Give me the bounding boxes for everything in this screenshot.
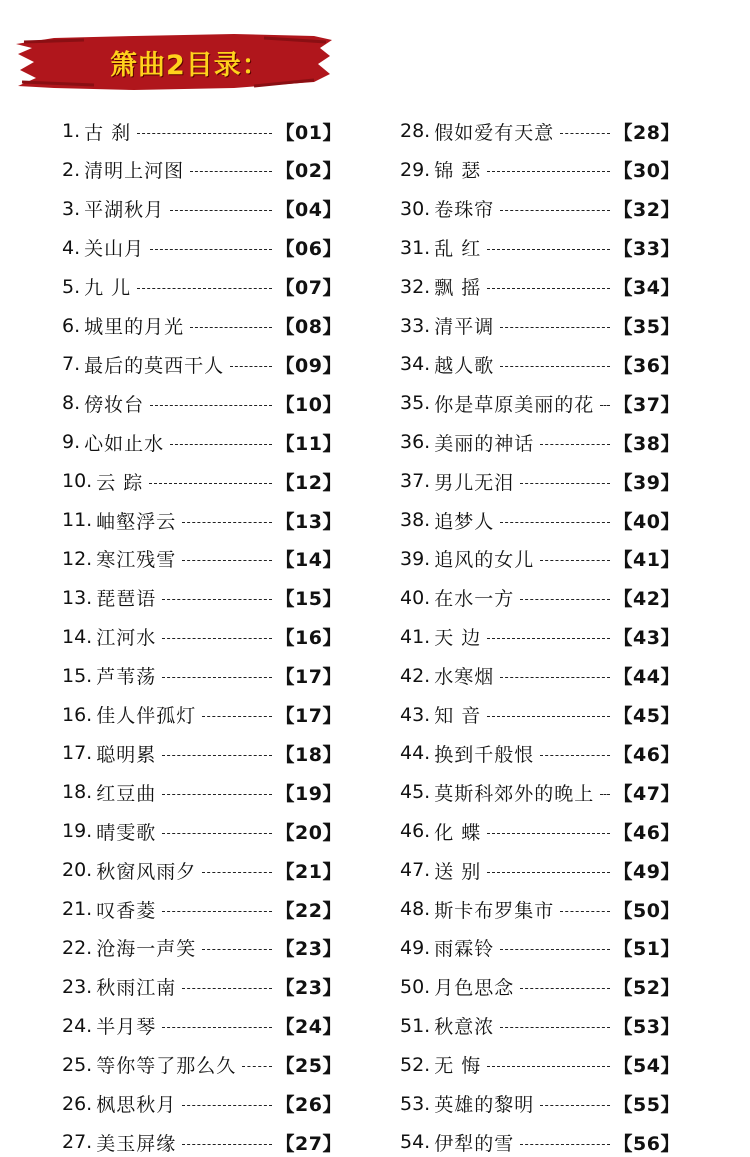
entry-title: 沧海一声笑 bbox=[96, 938, 197, 961]
toc-entry bbox=[400, 661, 680, 691]
leader-dashes bbox=[190, 171, 271, 172]
entry-title: 佳人伴孤灯 bbox=[96, 705, 197, 727]
leader-dashes bbox=[600, 794, 609, 795]
toc-entry bbox=[62, 388, 342, 418]
entry-page: 【13】 bbox=[275, 510, 342, 533]
entry-page: 【53】 bbox=[613, 1016, 680, 1039]
entry-number: 16. bbox=[62, 703, 93, 726]
toc-entry bbox=[62, 427, 342, 457]
leader-dashes bbox=[487, 833, 609, 834]
entry-number: 21. bbox=[62, 898, 93, 920]
entry-page: 【07】 bbox=[275, 277, 342, 300]
toc-entry bbox=[62, 155, 342, 185]
leader-dashes bbox=[137, 288, 271, 289]
entry-title: 莫斯科郊外的晚上 bbox=[434, 782, 595, 805]
leader-dashes bbox=[162, 833, 271, 834]
toc-entry bbox=[62, 855, 342, 885]
entry-title: 聪明累 bbox=[96, 743, 157, 766]
entry-number: 38. bbox=[400, 509, 431, 531]
entry-number: 39. bbox=[400, 547, 431, 570]
leader-dashes bbox=[487, 716, 609, 717]
entry-number: 31. bbox=[400, 236, 431, 259]
toc-entry bbox=[400, 505, 680, 535]
entry-title: 江河水 bbox=[96, 627, 157, 650]
entry-page: 【35】 bbox=[613, 316, 680, 338]
toc-entry bbox=[62, 194, 342, 224]
entry-number: 13. bbox=[62, 586, 93, 609]
entry-title: 雨霖铃 bbox=[434, 938, 495, 961]
entry-number: 36. bbox=[400, 431, 431, 454]
entry-title: 乱 红 bbox=[434, 238, 482, 261]
entry-title: 追梦人 bbox=[434, 510, 495, 533]
leader-dashes bbox=[182, 560, 271, 561]
leader-dashes bbox=[137, 133, 271, 134]
leader-dashes bbox=[500, 366, 609, 367]
entry-page: 【41】 bbox=[613, 549, 680, 572]
entry-title: 秋意浓 bbox=[434, 1016, 495, 1039]
entry-number: 22. bbox=[62, 936, 93, 959]
toc-entry bbox=[400, 583, 680, 613]
toc-entry bbox=[62, 544, 342, 574]
entry-page: 【24】 bbox=[275, 1016, 342, 1039]
title-banner bbox=[14, 30, 334, 94]
entry-page: 【20】 bbox=[275, 821, 342, 844]
entry-title: 卷珠帘 bbox=[434, 199, 495, 222]
entry-number: 35. bbox=[400, 392, 431, 415]
entry-title: 平湖秋月 bbox=[84, 199, 165, 222]
entry-number: 50. bbox=[400, 975, 431, 998]
toc-entry bbox=[62, 233, 342, 263]
toc-entry bbox=[400, 855, 680, 885]
leader-dashes bbox=[500, 1027, 609, 1028]
entry-title: 芦苇荡 bbox=[96, 666, 157, 689]
entry-number: 26. bbox=[62, 1092, 93, 1115]
leader-dashes bbox=[487, 872, 609, 873]
entry-page: 【37】 bbox=[613, 393, 680, 416]
entry-page: 【45】 bbox=[613, 705, 680, 727]
leader-dashes bbox=[520, 483, 609, 484]
toc-entry bbox=[62, 116, 342, 146]
entry-title: 假如爱有天意 bbox=[434, 121, 555, 144]
leader-dashes bbox=[182, 988, 271, 989]
leader-dashes bbox=[500, 327, 609, 328]
entry-number: 27. bbox=[62, 1131, 93, 1154]
toc-entry bbox=[62, 272, 342, 302]
toc-entry bbox=[400, 466, 680, 496]
entry-page: 【01】 bbox=[275, 121, 342, 144]
entry-title: 最后的莫西干人 bbox=[84, 354, 225, 377]
entry-title: 清平调 bbox=[434, 316, 495, 338]
leader-dashes bbox=[242, 1066, 271, 1067]
toc-entry bbox=[400, 933, 680, 963]
entry-title: 城里的月光 bbox=[84, 316, 185, 338]
entry-page: 【21】 bbox=[275, 860, 342, 883]
entry-number: 17. bbox=[62, 742, 93, 765]
entry-number: 18. bbox=[62, 781, 93, 804]
entry-number: 34. bbox=[400, 353, 431, 376]
entry-title: 半月琴 bbox=[96, 1016, 157, 1039]
leader-dashes bbox=[520, 1144, 609, 1145]
entry-page: 【56】 bbox=[613, 1132, 680, 1155]
toc-entry bbox=[62, 466, 342, 496]
entry-page: 【12】 bbox=[275, 471, 342, 494]
toc-entry bbox=[400, 272, 680, 302]
toc-entry bbox=[62, 777, 342, 807]
entry-number: 4. bbox=[62, 236, 81, 259]
entry-page: 【54】 bbox=[613, 1055, 680, 1078]
toc-entry bbox=[400, 738, 680, 768]
toc-entry bbox=[400, 1050, 680, 1080]
entry-page: 【04】 bbox=[275, 199, 342, 222]
entry-title: 天 边 bbox=[434, 627, 482, 650]
toc-entry bbox=[62, 972, 342, 1002]
toc-entry bbox=[400, 116, 680, 146]
entry-title: 伊犁的雪 bbox=[434, 1132, 515, 1155]
leader-dashes bbox=[162, 1027, 271, 1028]
entry-title: 美玉屏缘 bbox=[96, 1132, 177, 1155]
entry-page: 【10】 bbox=[275, 393, 342, 416]
entry-number: 44. bbox=[400, 742, 431, 765]
leader-dashes bbox=[500, 522, 609, 523]
leader-dashes bbox=[190, 327, 271, 328]
entry-title: 古 刹 bbox=[84, 121, 132, 144]
entry-title: 叹香菱 bbox=[96, 899, 157, 922]
entry-page: 【34】 bbox=[613, 277, 680, 300]
leader-dashes bbox=[162, 755, 271, 756]
entry-title: 九 儿 bbox=[84, 277, 132, 300]
leader-dashes bbox=[500, 210, 609, 211]
entry-number: 8. bbox=[62, 392, 81, 415]
entry-title: 换到千般恨 bbox=[434, 743, 535, 766]
entry-title: 锦 瑟 bbox=[434, 160, 482, 183]
entry-title: 关山月 bbox=[84, 238, 145, 261]
entry-title: 水寒烟 bbox=[434, 666, 495, 689]
leader-dashes bbox=[540, 560, 609, 561]
entry-number: 47. bbox=[400, 859, 431, 882]
entry-page: 【44】 bbox=[613, 666, 680, 689]
entry-page: 【15】 bbox=[275, 588, 342, 611]
leader-dashes bbox=[540, 755, 609, 756]
entry-number: 37. bbox=[400, 470, 431, 493]
entry-number: 30. bbox=[400, 197, 431, 220]
entry-number: 15. bbox=[62, 664, 93, 687]
entry-page: 【39】 bbox=[613, 471, 680, 494]
leader-dashes bbox=[560, 911, 609, 912]
toc-entry bbox=[400, 349, 680, 379]
toc-entry bbox=[62, 311, 342, 341]
toc-entry bbox=[62, 816, 342, 846]
leader-dashes bbox=[170, 444, 271, 445]
entry-title: 美丽的神话 bbox=[434, 432, 535, 455]
entry-number: 46. bbox=[400, 820, 431, 843]
entry-title: 越人歌 bbox=[434, 354, 495, 377]
toc-entry bbox=[400, 622, 680, 652]
leader-dashes bbox=[162, 794, 271, 795]
entry-title: 清明上河图 bbox=[84, 160, 185, 183]
entry-page: 【02】 bbox=[275, 160, 342, 183]
leader-dashes bbox=[170, 210, 271, 211]
entry-page: 【25】 bbox=[275, 1055, 342, 1078]
leader-dashes bbox=[487, 638, 609, 639]
entry-title: 知 音 bbox=[434, 705, 482, 727]
leader-dashes bbox=[162, 599, 271, 600]
leader-dashes bbox=[202, 716, 271, 717]
toc-entry bbox=[62, 894, 342, 924]
entry-page: 【14】 bbox=[275, 549, 342, 572]
leader-dashes bbox=[182, 1105, 271, 1106]
entry-page: 【46】 bbox=[613, 743, 680, 766]
page-title: 箫曲2目录： bbox=[110, 50, 270, 81]
entry-number: 54. bbox=[400, 1131, 431, 1154]
leader-dashes bbox=[540, 1105, 609, 1106]
entry-title: 傍妆台 bbox=[84, 393, 145, 416]
entry-page: 【27】 bbox=[275, 1132, 342, 1155]
leader-dashes bbox=[560, 133, 609, 134]
entry-page: 【51】 bbox=[613, 938, 680, 961]
entry-number: 41. bbox=[400, 625, 431, 648]
entry-page: 【17】 bbox=[275, 705, 342, 727]
entry-number: 28. bbox=[400, 120, 431, 142]
entry-page: 【06】 bbox=[275, 238, 342, 261]
entry-number: 24. bbox=[62, 1014, 93, 1037]
entry-title: 红豆曲 bbox=[96, 782, 157, 805]
leader-dashes bbox=[500, 677, 609, 678]
toc-entry bbox=[62, 1089, 342, 1119]
entry-number: 10. bbox=[62, 470, 93, 493]
toc-entry bbox=[400, 155, 680, 185]
toc-entry bbox=[400, 427, 680, 457]
leader-dashes bbox=[202, 949, 271, 950]
entry-page: 【23】 bbox=[275, 938, 342, 961]
entry-page: 【52】 bbox=[613, 977, 680, 1000]
entry-page: 【46】 bbox=[613, 821, 680, 844]
leader-dashes bbox=[487, 1066, 609, 1067]
leader-dashes bbox=[162, 677, 271, 678]
entry-number: 42. bbox=[400, 664, 431, 687]
leader-dashes bbox=[230, 366, 271, 367]
entry-page: 【33】 bbox=[613, 238, 680, 261]
entry-page: 【32】 bbox=[613, 199, 680, 222]
entry-page: 【11】 bbox=[275, 432, 342, 455]
toc-entry bbox=[400, 544, 680, 574]
entry-title: 琵琶语 bbox=[96, 588, 157, 611]
entry-title: 男儿无泪 bbox=[434, 471, 515, 494]
toc-entry bbox=[62, 505, 342, 535]
toc-entry bbox=[62, 1127, 342, 1157]
leader-dashes bbox=[150, 405, 271, 406]
entry-number: 11. bbox=[62, 509, 93, 531]
entry-title: 寒江残雪 bbox=[96, 549, 177, 572]
toc-entry bbox=[62, 661, 342, 691]
toc-entry bbox=[400, 972, 680, 1002]
toc-entry bbox=[62, 1050, 342, 1080]
entry-page: 【22】 bbox=[275, 899, 342, 922]
entry-title: 斯卡布罗集市 bbox=[434, 899, 555, 922]
toc-entry bbox=[400, 777, 680, 807]
leader-dashes bbox=[600, 405, 609, 406]
leader-dashes bbox=[162, 638, 271, 639]
toc-entry bbox=[400, 1011, 680, 1041]
entry-page: 【38】 bbox=[613, 432, 680, 455]
toc-entry bbox=[400, 311, 680, 341]
entry-number: 2. bbox=[62, 158, 81, 181]
leader-dashes bbox=[520, 988, 609, 989]
entry-number: 20. bbox=[62, 859, 93, 882]
entry-title: 心如止水 bbox=[84, 432, 165, 455]
toc-entry bbox=[400, 816, 680, 846]
entry-page: 【28】 bbox=[613, 121, 680, 144]
entry-page: 【26】 bbox=[275, 1094, 342, 1116]
entry-title: 月色思念 bbox=[434, 977, 515, 1000]
entry-page: 【40】 bbox=[613, 510, 680, 533]
entry-title: 无 悔 bbox=[434, 1055, 482, 1078]
leader-dashes bbox=[182, 1144, 271, 1145]
toc-entry bbox=[62, 349, 342, 379]
entry-number: 14. bbox=[62, 625, 93, 648]
entry-title: 化 蝶 bbox=[434, 821, 482, 844]
entry-title: 秋窗风雨夕 bbox=[96, 860, 197, 883]
entry-page: 【16】 bbox=[275, 627, 342, 650]
toc-entry bbox=[400, 894, 680, 924]
entry-title: 等你等了那么久 bbox=[96, 1055, 237, 1078]
leader-dashes bbox=[487, 171, 609, 172]
entry-number: 25. bbox=[62, 1053, 93, 1076]
entry-title: 追风的女儿 bbox=[434, 549, 535, 572]
leader-dashes bbox=[149, 483, 271, 484]
toc-entry bbox=[400, 388, 680, 418]
entry-page: 【36】 bbox=[613, 354, 680, 377]
entry-number: 32. bbox=[400, 275, 431, 298]
entry-page: 【43】 bbox=[613, 627, 680, 650]
entry-page: 【09】 bbox=[275, 354, 342, 377]
toc-entry bbox=[62, 933, 342, 963]
leader-dashes bbox=[520, 599, 609, 600]
toc-entry bbox=[400, 700, 680, 730]
entry-page: 【18】 bbox=[275, 743, 342, 766]
leader-dashes bbox=[202, 872, 271, 873]
leader-dashes bbox=[162, 911, 271, 912]
entry-number: 53. bbox=[400, 1092, 431, 1115]
leader-dashes bbox=[540, 444, 609, 445]
entry-page: 【17】 bbox=[275, 666, 342, 689]
entry-number: 51. bbox=[400, 1014, 431, 1037]
leader-dashes bbox=[487, 249, 609, 250]
entry-number: 6. bbox=[62, 314, 81, 337]
entry-number: 33. bbox=[400, 314, 431, 337]
leader-dashes bbox=[182, 522, 271, 523]
entry-title: 晴雯歌 bbox=[96, 821, 157, 844]
entry-number: 23. bbox=[62, 975, 93, 998]
entry-page: 【42】 bbox=[613, 588, 680, 611]
leader-dashes bbox=[500, 949, 609, 950]
entry-page: 【49】 bbox=[613, 860, 680, 883]
entry-title: 秋雨江南 bbox=[96, 977, 177, 1000]
entry-number: 45. bbox=[400, 781, 431, 804]
entry-page: 【30】 bbox=[613, 160, 680, 183]
entry-number: 43. bbox=[400, 703, 431, 726]
entry-page: 【55】 bbox=[613, 1094, 680, 1116]
entry-number: 1. bbox=[62, 120, 81, 142]
entry-title: 云 踪 bbox=[96, 471, 144, 494]
entry-title: 在水一方 bbox=[434, 588, 515, 611]
entry-title: 你是草原美丽的花 bbox=[434, 393, 595, 416]
toc-entry bbox=[62, 583, 342, 613]
entry-number: 9. bbox=[62, 431, 81, 454]
entry-page: 【47】 bbox=[613, 782, 680, 805]
entry-number: 29. bbox=[400, 158, 431, 181]
leader-dashes bbox=[150, 249, 271, 250]
entry-title: 枫思秋月 bbox=[96, 1094, 177, 1116]
toc-entry bbox=[62, 622, 342, 652]
entry-number: 3. bbox=[62, 197, 81, 220]
entry-title: 送 别 bbox=[434, 860, 482, 883]
entry-number: 19. bbox=[62, 820, 93, 843]
toc-entry bbox=[62, 700, 342, 730]
entry-title: 飘 摇 bbox=[434, 277, 482, 300]
entry-title: 岫壑浮云 bbox=[96, 510, 177, 533]
entry-title: 英雄的黎明 bbox=[434, 1094, 535, 1116]
entry-page: 【23】 bbox=[275, 977, 342, 1000]
entry-number: 40. bbox=[400, 586, 431, 609]
entry-number: 49. bbox=[400, 936, 431, 959]
entry-page: 【19】 bbox=[275, 782, 342, 805]
toc-entry bbox=[400, 1089, 680, 1119]
entry-number: 52. bbox=[400, 1053, 431, 1076]
toc-entry bbox=[400, 233, 680, 263]
entry-page: 【08】 bbox=[275, 316, 342, 338]
entry-number: 7. bbox=[62, 353, 81, 376]
toc-entry bbox=[400, 194, 680, 224]
entry-page: 【50】 bbox=[613, 899, 680, 922]
toc-entry bbox=[400, 1127, 680, 1157]
toc-entry bbox=[62, 738, 342, 768]
leader-dashes bbox=[487, 288, 609, 289]
toc-entry bbox=[62, 1011, 342, 1041]
entry-number: 5. bbox=[62, 275, 81, 298]
entry-number: 48. bbox=[400, 898, 431, 920]
entry-number: 12. bbox=[62, 547, 93, 570]
